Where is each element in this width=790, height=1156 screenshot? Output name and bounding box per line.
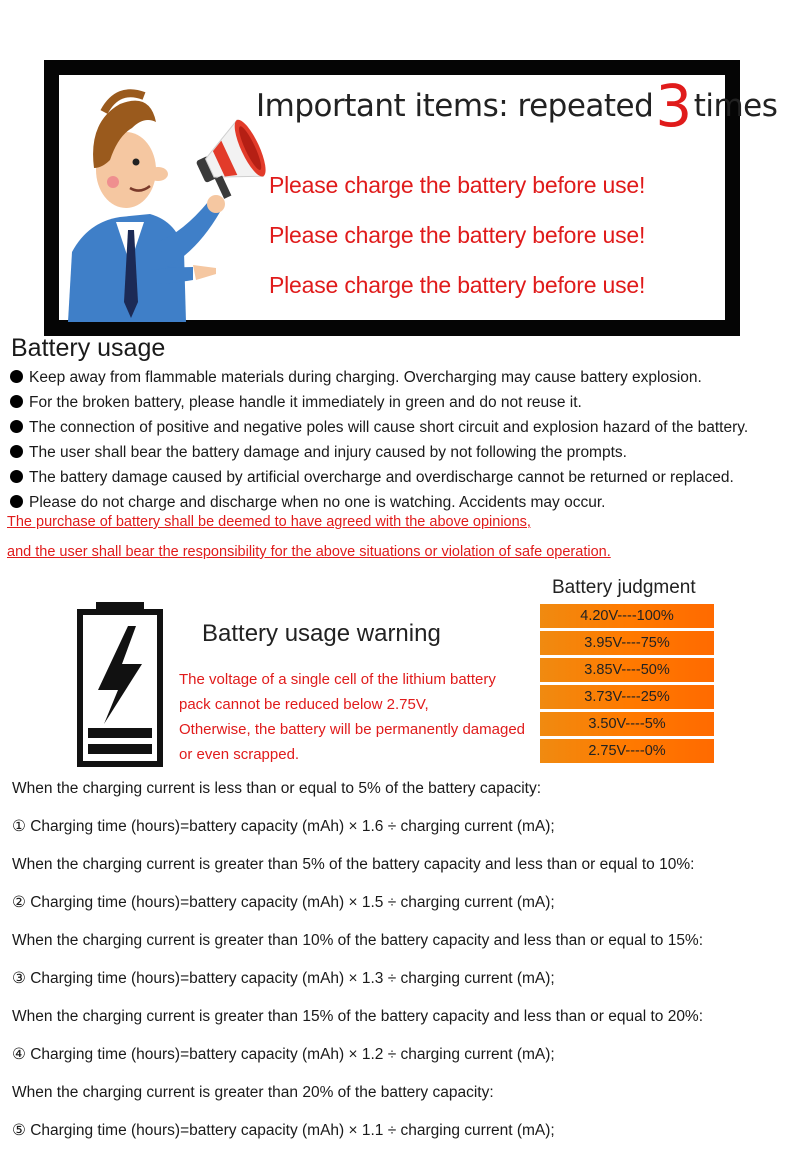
usage-rule-text: For the broken battery, please handle it immediately in green and do not reuse it. (29, 394, 582, 411)
charging-formula: ③ Charging time (hours)=battery capacity (mAh) × 1.3 ÷ charging current (mA); (12, 970, 555, 987)
judgment-row: 3.95V----75% (540, 631, 714, 655)
usage-rule-text: Please do not charge and discharge when no one is watching. Accidents may occur. (29, 494, 606, 511)
warning-line: pack cannot be reduced below 2.75V, (179, 696, 429, 713)
usage-rules-list (10, 365, 748, 515)
warning-line: Otherwise, the battery will be permanently damaged (179, 721, 526, 738)
usage-rule-text: Keep away from flammable materials during charging. Overcharging may cause battery explosion. (29, 369, 702, 386)
judgment-row: 3.85V----50% (540, 658, 714, 682)
judgment-row: 3.50V----5% (540, 712, 714, 736)
usage-rule-text: The connection of positive and negative poles will cause short circuit and explosion hazard of the battery. (29, 419, 749, 436)
notice-line-1: The purchase of battery shall be deemed to have agreed with the above opinions, (7, 514, 531, 530)
usage-rule-text: The user shall bear the battery damage and injury caused by not following the prompts. (29, 444, 627, 461)
section-title-battery-usage: Battery usage (11, 334, 166, 362)
bullet-icon (10, 495, 23, 508)
judgment-table (540, 604, 714, 766)
charging-condition: When the charging current is greater than 5% of the battery capacity and less than or equal to 10%: (12, 856, 695, 873)
headline-suffix: times (693, 88, 778, 124)
judgment-title: Battery judgment (552, 577, 696, 598)
bullet-icon (10, 395, 23, 408)
usage-rule (10, 465, 748, 490)
usage-rule-text: The battery damage caused by artificial overcharge and overdischarge cannot be returned or replaced. (29, 469, 734, 486)
warning-line: or even scrapped. (179, 746, 300, 763)
charging-time-list (12, 776, 703, 1156)
repeat-line-1: Please charge the battery before use! (269, 172, 646, 198)
warning-line: The voltage of a single cell of the lithium battery (179, 671, 496, 688)
usage-rule (10, 390, 748, 415)
banner-headline (256, 72, 778, 140)
charging-condition: When the charging current is greater than 15% of the battery capacity and less than or equal to 20%: (12, 1008, 704, 1025)
bullet-icon (10, 420, 23, 433)
headline-prefix: Important items: repeated (256, 88, 654, 124)
charging-formula: ② Charging time (hours)=battery capacity (mAh) × 1.5 ÷ charging current (mA); (12, 894, 555, 911)
judgment-row: 4.20V----100% (540, 604, 714, 628)
usage-rule (10, 490, 748, 515)
warning-text (179, 667, 525, 767)
repeat-line-3: Please charge the battery before use! (269, 272, 646, 298)
charging-formula: ⑤ Charging time (hours)=battery capacity (mAh) × 1.1 ÷ charging current (mA); (12, 1122, 555, 1139)
judgment-row: 2.75V----0% (540, 739, 714, 763)
notice-line-2: and the user shall bear the responsibility for the above situations or violation of safe operation. (7, 544, 611, 560)
judgment-row: 3.73V----25% (540, 685, 714, 709)
bullet-icon (10, 370, 23, 383)
charging-condition: When the charging current is less than or equal to 5% of the battery capacity: (12, 780, 542, 797)
charging-condition: When the charging current is greater than 20% of the battery capacity: (12, 1084, 494, 1101)
headline-number: 3 (655, 72, 692, 140)
charging-formula: ① Charging time (hours)=battery capacity (mAh) × 1.6 ÷ charging current (mA); (12, 818, 555, 835)
bullet-icon (10, 470, 23, 483)
usage-rule (10, 415, 748, 440)
battery-lightning-icon (76, 602, 164, 768)
warning-title: Battery usage warning (202, 620, 441, 647)
usage-rule (10, 440, 748, 465)
megaphone-person-illustration (58, 82, 273, 322)
usage-rule (10, 365, 748, 390)
charging-formula: ④ Charging time (hours)=battery capacity (mAh) × 1.2 ÷ charging current (mA); (12, 1046, 555, 1063)
bullet-icon (10, 445, 23, 458)
charging-condition: When the charging current is greater than 10% of the battery capacity and less than or equal to 15%: (12, 932, 704, 949)
repeat-line-2: Please charge the battery before use! (269, 222, 646, 248)
